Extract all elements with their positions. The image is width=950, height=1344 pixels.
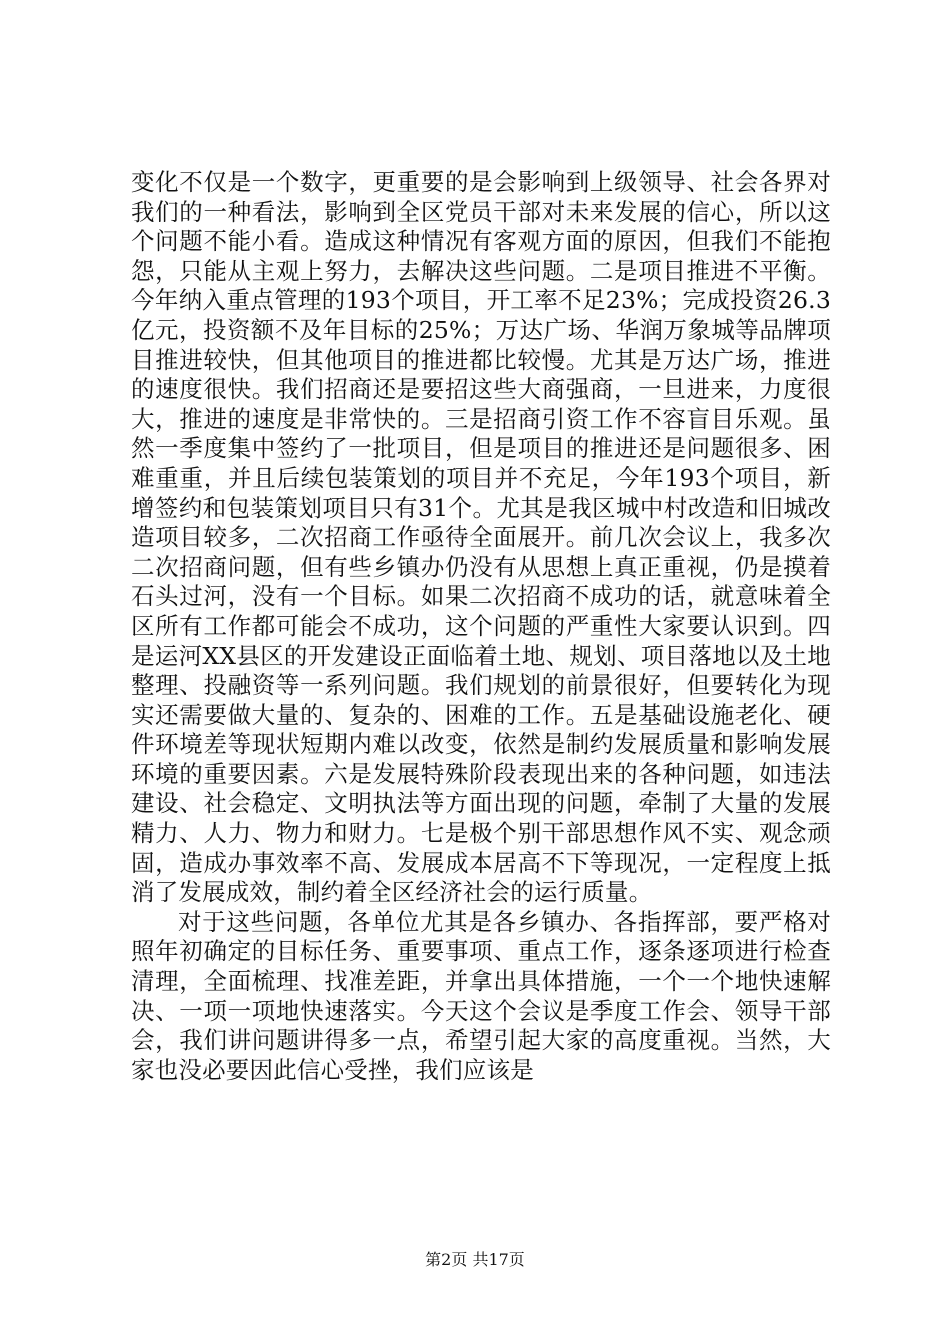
paragraph-2: 对于这些问题，各单位尤其是各乡镇办、各指挥部，要严格对照年初确定的目标任务、重要事项、重点工作，逐条逐项进行检查清理，全面梳理、找准差距，并拿出具体措施，一个一个地快速解决、一项一项地快速落实。今天这个会议是季度工作会、领导干部会，我们讲问题讲得多一点，希望引起大家的高度重视。当然，大家也没必要因此信心受挫，我们应该是	[131, 907, 831, 1084]
document-body	[131, 168, 831, 1085]
page-footer: 第2页 共17页	[425, 1250, 525, 1269]
paragraph-1: 变化不仅是一个数字，更重要的是会影响到上级领导、社会各界对我们的一种看法，影响到全区党员干部对未来发展的信心，所以这个问题不能小看。造成这种情况有客观方面的原因，但我们不能抱怨，只能从主观上努力，去解决这些问题。二是项目推进不平衡。今年纳入重点管理的193个项目，开工率不足23%；完成投资26.3亿元，投资额不及年目标的25%；万达广场、华润万象城等品牌项目推进较快，但其他项目的推进都比较慢。尤其是万达广场，推进的速度很快。我们招商还是要招这些大商强商，一旦进来，力度很大，推进的速度是非常快的。三是招商引资工作不容盲目乐观。虽然一季度集中签约了一批项目，但是项目的推进还是问题很多、困难重重，并且后续包装策划的项目并不充足，今年193个项目，新增签约和包装策划项目只有31个。尤其是我区城中村改造和旧城改造项目较多，二次招商工作亟待全面展开。前几次会议上，我多次二次招商问题，但有些乡镇办仍没有从思想上真正重视，仍是摸着石头过河，没有一个目标。如果二次招商不成功的话，就意味着全区所有工作都可能会不成功，这个问题的严重性大家要认识到。四是运河XX县区的开发建设正面临着土地、规划、项目落地以及土地整理、投融资等一系列问题。我们规划的前景很好，但要转化为现实还需要做大量的、复杂的、困难的工作。五是基础设施老化、硬件环境差等现状短期内难以改变，依然是制约发展质量和影响发展环境的重要因素。六是发展特殊阶段表现出来的各种问题，如违法建设、社会稳定、文明执法等方面出现的问题，牵制了大量的发展精力、人力、物力和财力。七是极个别干部思想作风不实、观念顽固，造成办事效率不高、发展成本居高不下等现况，一定程度上抵消了发展成效，制约着全区经济社会的运行质量。	[131, 168, 831, 907]
